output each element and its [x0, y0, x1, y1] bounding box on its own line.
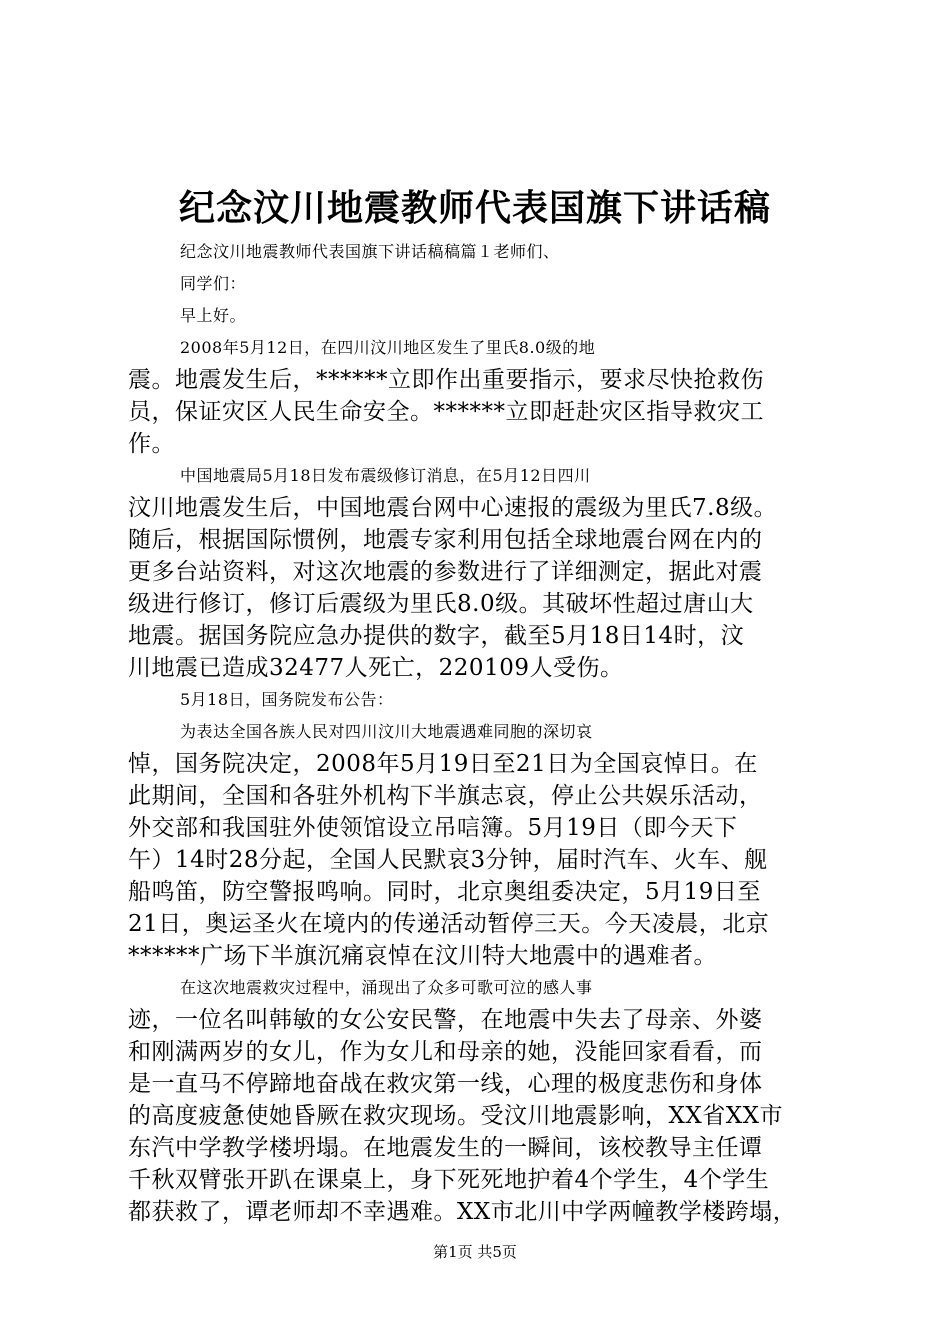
text-line: 东汽中学教学楼坍塌。在地震发生的一瞬间，该校教导主任谭: [128, 1135, 763, 1161]
text-line: 同学们：: [180, 274, 247, 293]
text-line: 纪念汶川地震教师代表国旗下讲话稿稿篇１老师们、: [180, 242, 560, 261]
text-line: ******广场下半旗沉痛哀悼在汶川特大地震中的遇难者。: [128, 943, 717, 969]
text-line: 21日，奥运圣火在境内的传递活动暂停三天。今天凌晨，北京: [128, 911, 770, 937]
text-line: 此期间，全国和各驻外机构下半旗志哀，停止公共娱乐活动，: [128, 783, 763, 809]
text-line: 川地震已造成32477人死亡，220109人受伤。: [128, 655, 624, 681]
text-line: 震。地震发生后，******立即作出重要指示，要求尽快抢救伤: [128, 367, 764, 393]
text-line: 是一直马不停蹄地奋战在救灾第一线，心理的极度悲伤和身体: [128, 1071, 763, 1097]
text-line: 汶川地震发生后，中国地震台网中心速报的震级为里氏7.8级。: [128, 495, 778, 521]
text-line: 午）14时28分起，全国人民默哀3分钟，届时汽车、火车、舰: [128, 847, 768, 873]
text-line: 船鸣笛，防空警报鸣响。同时，北京奥组委决定，5月19日至: [128, 879, 761, 905]
text-line: 作。: [128, 431, 175, 457]
text-line: 的高度疲惫使她昏厥在救灾现场。受汶川地震影响，XX省XX市: [128, 1103, 783, 1129]
text-line: 随后，根据国际惯例，地震专家利用包括全球地震台网在内的: [128, 527, 763, 553]
page-footer: 第1页 共5页: [433, 1243, 517, 1261]
document-title: 纪念汶川地震教师代表国旗下讲话稿: [178, 187, 771, 229]
text-line: 外交部和我国驻外使领馆设立吊唁簿。5月19日（即今天下: [128, 815, 738, 841]
text-line: 为表达全国各族人民对四川汶川大地震遇难同胞的深切哀: [180, 722, 593, 741]
text-line: 更多台站资料，对这次地震的参数进行了详细测定，据此对震: [128, 559, 763, 585]
text-line: 员，保证灾区人民生命安全。******立即赶赴灾区指导救灾工: [128, 399, 764, 425]
text-line: 中国地震局5月18日发布震级修订消息，在5月12日四川: [180, 466, 591, 485]
text-line: 在这次地震救灾过程中，涌现出了众多可歌可泣的感人事: [180, 978, 593, 997]
text-line: 千秋双臂张开趴在课桌上，身下死死地护着4个学生，4个学生: [128, 1167, 770, 1193]
text-line: 和刚满两岁的女儿，作为女儿和母亲的她，没能回家看看，而: [128, 1039, 763, 1065]
text-line: 5月18日，国务院发布公告：: [180, 690, 394, 709]
text-line: 都获救了，谭老师却不幸遇难。XX市北川中学两幢教学楼跨塌，: [128, 1199, 797, 1225]
text-line: 悼，国务院决定，2008年5月19日至21日为全国哀悼日。在: [128, 751, 758, 777]
text-line: 2008年5月12日，在四川汶川地区发生了里氏8.0级的地: [180, 338, 596, 357]
text-line: 地震。据国务院应急办提供的数字，截至5月18日14时，汶: [128, 623, 745, 649]
text-line: 级进行修订，修订后震级为里氏8.0级。其破坏性超过唐山大: [128, 591, 754, 617]
text-line: 迹，一位名叫韩敏的女公安民警，在地震中失去了母亲、外婆: [128, 1007, 763, 1033]
text-line: 早上好。: [180, 306, 247, 325]
document-body: [128, 236, 828, 1228]
